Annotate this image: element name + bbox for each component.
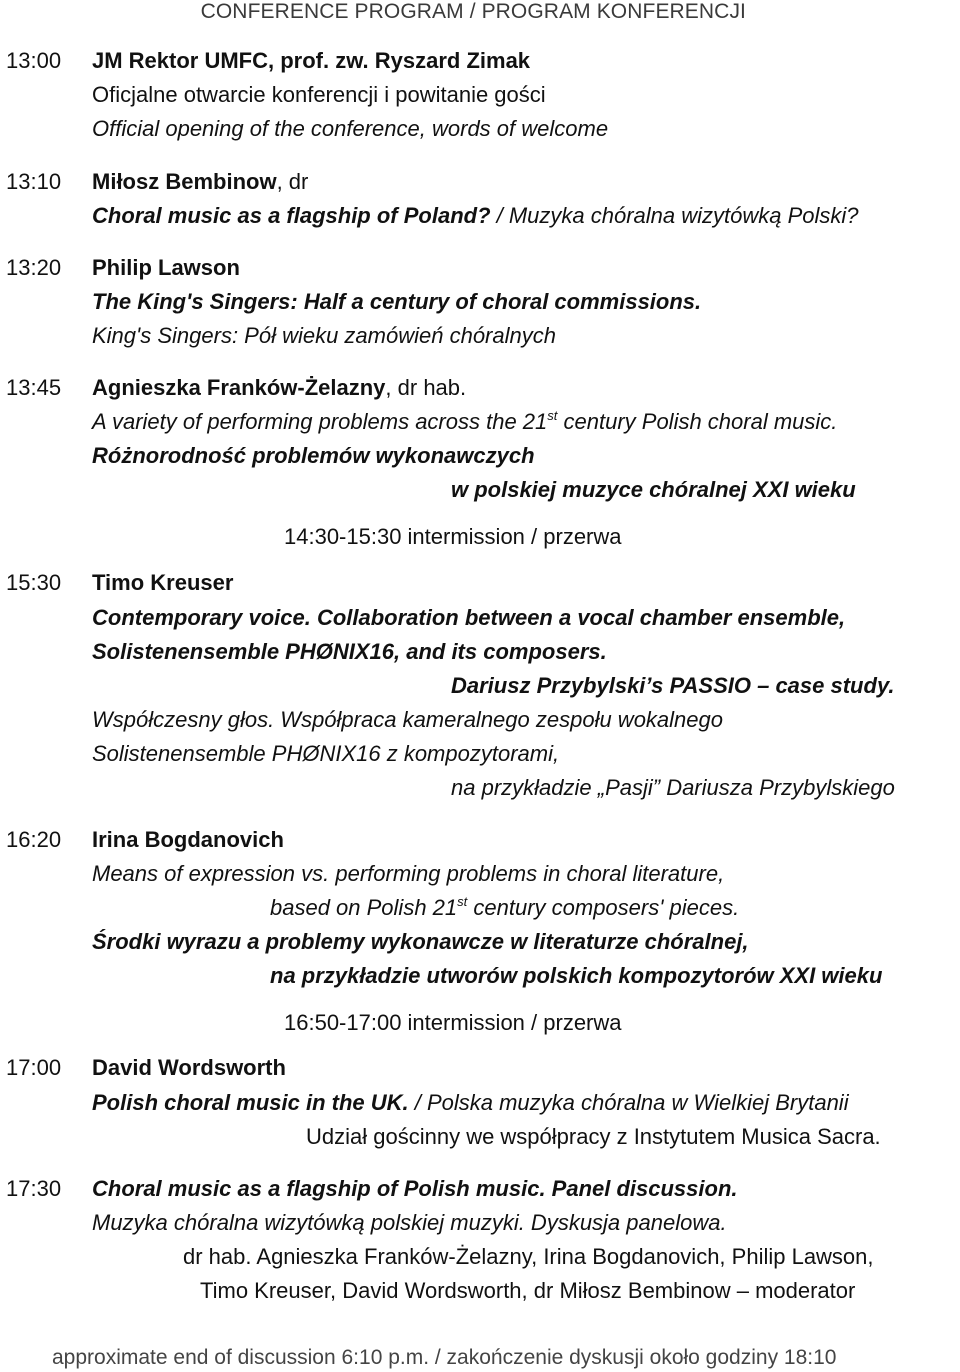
session-time: 13:45 — [6, 375, 62, 400]
session-title-line — [92, 205, 859, 227]
session-speaker-line — [92, 377, 466, 399]
session-title-pl: Oficjalne otwarcie konferencji i powitanie gości — [92, 82, 546, 107]
session-time: 17:00 — [6, 1055, 62, 1080]
session-title-pl-continued: w polskiej muzyce chóralnej XXI wieku — [451, 477, 856, 502]
title-en-part: performing problems in choral literature, — [329, 861, 725, 886]
session-title-en-continued: Dariusz Przybylski’s PASSIO – case study. — [451, 673, 895, 698]
session-title-pl: King's Singers: Pół wieku zamówień chóralnych — [92, 323, 556, 348]
page-footer: approximate end of discussion 6:10 p.m. / zakończenie dyskusji około godziny 18:10 — [52, 1346, 837, 1369]
intermission: 16:50-17:00 intermission / przerwa — [284, 1010, 622, 1035]
session-title-pl: Różnorodność problemów wykonawczych — [92, 443, 535, 468]
session-speaker: David Wordsworth — [92, 1055, 286, 1080]
page-header: CONFERENCE PROGRAM / PROGRAM KONFERENCJI — [200, 0, 746, 23]
session-title-en: The King's Singers: Half a century of choral commissions. — [92, 289, 702, 314]
title-pl-part: Współpraca kameralnego zespołu wokalnego — [274, 707, 723, 732]
session-title-pl — [92, 709, 723, 731]
session-title-pl-continued: na przykładzie „Pasji” Dariusza Przybylskiego — [451, 775, 895, 800]
panel-participants: dr hab. Agnieszka Franków-Żelazny, Irina Bogdanovich, Philip Lawson, — [183, 1244, 874, 1269]
session-title-pl: Środki wyrazu a problemy wykonawcze w literaturze chóralnej, — [92, 929, 749, 954]
session-title-en — [92, 607, 845, 629]
title-pl-part: Współczesny głos. — [92, 707, 275, 732]
session-speaker: Philip Lawson — [92, 255, 240, 280]
session-title-line — [92, 1092, 849, 1114]
session-time: 13:10 — [6, 169, 62, 194]
speaker-degree: , dr — [276, 169, 309, 194]
panel-title-en: Choral music as a flagship of Polish music. Panel discussion. — [92, 1176, 738, 1201]
session-time: 13:00 — [6, 48, 62, 73]
session-time: 15:30 — [6, 570, 62, 595]
session-title-en: Official opening of the conference, words of welcome — [92, 116, 609, 141]
session-speaker: Agnieszka Franków-Żelazny — [92, 375, 386, 400]
session-title-en: Choral music as a flagship of Poland? — [92, 203, 491, 228]
session-speaker: Irina Bogdanovich — [92, 827, 284, 852]
panel-participants-continued: Timo Kreuser, David Wordsworth, dr Miłosz Bembinow – moderator — [200, 1278, 856, 1303]
ordinal-suffix: st — [457, 894, 468, 909]
session-title-pl: / Muzyka chóralna wizytówką Polski? — [490, 203, 859, 228]
session-title-pl-continued: Solistenensemble PHØNIX16 z kompozytorami, — [92, 741, 560, 766]
session-title-en-continued — [270, 894, 740, 920]
session-title-pl: / Polska muzyka chóralna w Wielkiej Brytanii — [408, 1090, 849, 1115]
session-time: 16:20 — [6, 827, 62, 852]
ordinal-suffix: st — [547, 408, 558, 423]
session-title-pl-continued: na przykładzie utworów polskich kompozytorów XXI wieku — [270, 963, 883, 988]
speaker-degree: , dr hab. — [385, 375, 467, 400]
session-title-en — [92, 408, 838, 434]
title-en-part: century composers' pieces. — [467, 895, 740, 920]
session-speaker-line — [92, 171, 308, 193]
title-en-part: A variety of performing problems across the 21 — [92, 409, 548, 434]
session-note: Udział gościnny we współpracy z Instytutem Musica Sacra. — [306, 1124, 881, 1149]
panel-title-pl: Muzyka chóralna wizytówką polskiej muzyki. Dyskusja panelowa. — [92, 1210, 727, 1235]
session-time: 17:30 — [6, 1176, 62, 1201]
session-speaker: Timo Kreuser — [92, 570, 234, 595]
session-speaker: JM Rektor UMFC, prof. zw. Ryszard Zimak — [92, 48, 531, 73]
session-title-en-continued: Solistenensemble PHØNIX16, and its composers. — [92, 639, 607, 664]
session-time: 13:20 — [6, 255, 62, 280]
title-en-part: based on Polish 21 — [270, 895, 458, 920]
title-en-part: Means of expression vs. — [92, 861, 330, 886]
session-speaker: Miłosz Bembinow — [92, 169, 277, 194]
title-en-part: Contemporary voice. — [92, 605, 311, 630]
session-title-en: Polish choral music in the UK. — [92, 1090, 409, 1115]
session-title-en — [92, 863, 724, 885]
title-en-part: Collaboration between a vocal chamber ensemble, — [310, 605, 846, 630]
title-en-part: century Polish choral music. — [557, 409, 838, 434]
intermission: 14:30-15:30 intermission / przerwa — [284, 524, 622, 549]
